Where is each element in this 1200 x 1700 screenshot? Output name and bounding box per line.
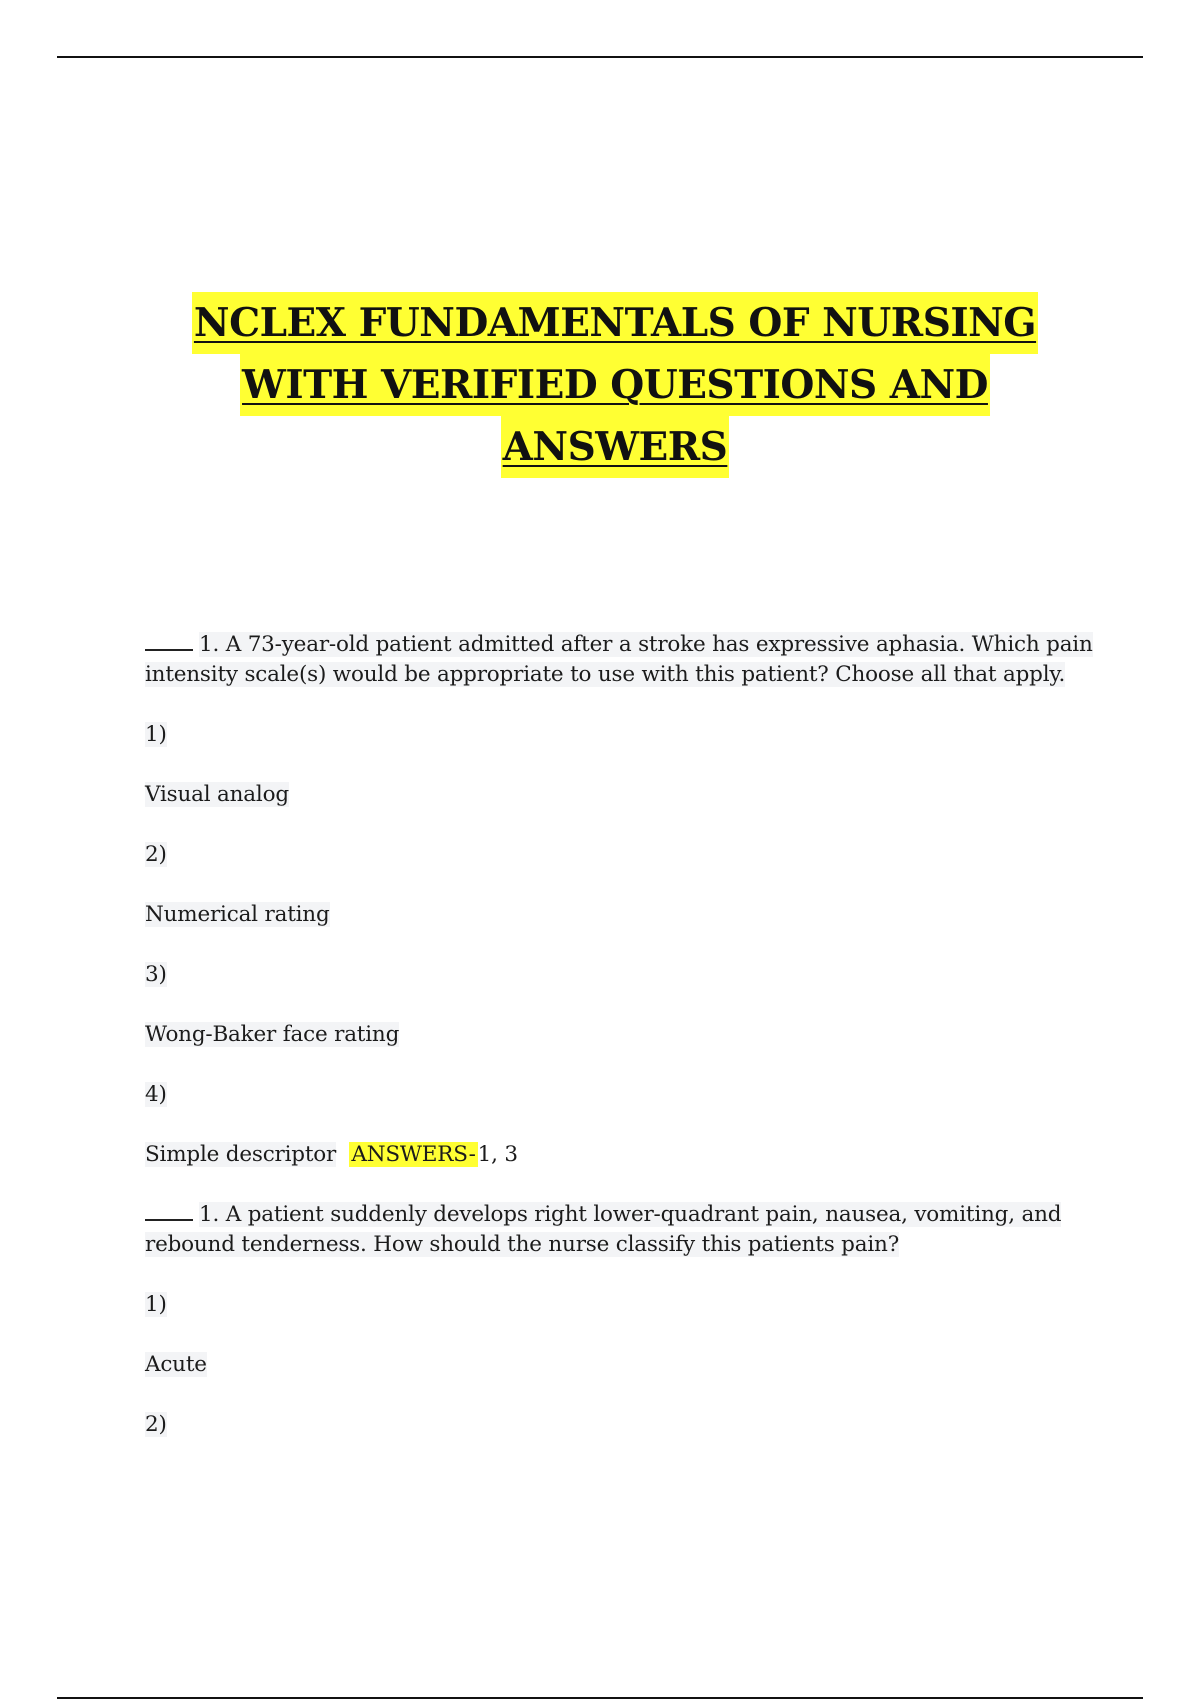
answer-blank bbox=[145, 1203, 193, 1221]
document-title bbox=[120, 292, 1110, 478]
answer-tag: ANSWERS- bbox=[351, 1142, 476, 1167]
top-rule bbox=[57, 56, 1143, 58]
answer-value: 1, 3 bbox=[477, 1142, 518, 1167]
title-line-1: NCLEX FUNDAMENTALS OF NURSING bbox=[192, 292, 1038, 354]
q1-option-1-label: Visual analog bbox=[145, 782, 289, 807]
question-2-text bbox=[145, 1200, 1095, 1260]
q2-option-1-number: 1) bbox=[145, 1292, 167, 1317]
question-1-text bbox=[145, 630, 1095, 690]
question-2-stem: 1. A patient suddenly develops right lower-quadrant pain, nausea, vomiting, and rebound tenderness. How should the nurse classify this patients pain? bbox=[145, 1202, 1062, 1257]
answer-blank bbox=[145, 633, 193, 651]
q1-option-3-number: 3) bbox=[145, 962, 167, 987]
question-1-stem: 1. A 73-year-old patient admitted after a stroke has expressive aphasia. Which pain intensity scale(s) would be appropriate to use with this patient? Choose all that apply. bbox=[145, 632, 1093, 687]
q1-option-3-label: Wong-Baker face rating bbox=[145, 1022, 400, 1047]
q1-option-4-number: 4) bbox=[145, 1082, 167, 1107]
q1-option-2-label: Numerical rating bbox=[145, 902, 330, 927]
title-line-3: ANSWERS bbox=[501, 416, 730, 478]
q2-option-1-label: Acute bbox=[145, 1352, 207, 1377]
q1-option-4-label: Simple descriptor ANSWERS-1, 3 bbox=[145, 1142, 518, 1167]
q1-option-1-number: 1) bbox=[145, 722, 167, 747]
q2-option-2-number: 2) bbox=[145, 1412, 167, 1437]
q1-option-2-number: 2) bbox=[145, 842, 167, 867]
title-line-2: WITH VERIFIED QUESTIONS AND bbox=[240, 354, 990, 416]
question-list bbox=[145, 630, 1095, 1470]
bottom-rule bbox=[57, 1697, 1143, 1699]
